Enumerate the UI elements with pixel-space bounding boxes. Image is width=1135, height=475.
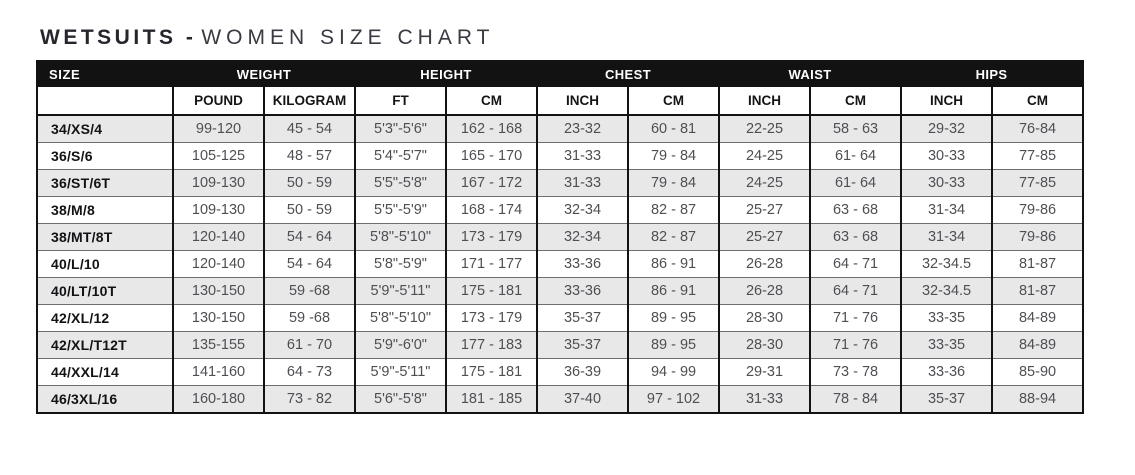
size-cell: 40/L/10 bbox=[37, 251, 173, 278]
table-cell: 25-27 bbox=[719, 197, 810, 224]
table-cell: 64 - 71 bbox=[810, 278, 901, 305]
table-cell: 5'8"-5'10" bbox=[355, 305, 446, 332]
table-cell: 78 - 84 bbox=[810, 386, 901, 414]
table-cell: 32-34.5 bbox=[901, 251, 992, 278]
table-cell: 97 - 102 bbox=[628, 386, 719, 414]
table-cell: 32-34 bbox=[537, 224, 628, 251]
table-cell: 181 - 185 bbox=[446, 386, 537, 414]
table-cell: 79 - 84 bbox=[628, 170, 719, 197]
table-cell: 25-27 bbox=[719, 224, 810, 251]
table-cell: 54 - 64 bbox=[264, 224, 355, 251]
size-cell: 42/XL/T12T bbox=[37, 332, 173, 359]
table-cell: 31-33 bbox=[537, 143, 628, 170]
table-row-38-mt-8t bbox=[37, 224, 1083, 251]
table-cell: 5'9"-6'0" bbox=[355, 332, 446, 359]
table-cell: 33-36 bbox=[537, 278, 628, 305]
table-cell: 5'9"-5'11" bbox=[355, 359, 446, 386]
table-cell: 5'3"-5'6" bbox=[355, 115, 446, 143]
table-cell: 33-36 bbox=[901, 359, 992, 386]
table-cell: 63 - 68 bbox=[810, 224, 901, 251]
size-cell: 34/XS/4 bbox=[37, 115, 173, 143]
table-cell: 29-31 bbox=[719, 359, 810, 386]
table-cell: 61- 64 bbox=[810, 143, 901, 170]
table-cell: 58 - 63 bbox=[810, 115, 901, 143]
table-cell: 177 - 183 bbox=[446, 332, 537, 359]
table-cell: 71 - 76 bbox=[810, 332, 901, 359]
table-cell: 59 -68 bbox=[264, 278, 355, 305]
table-cell: 54 - 64 bbox=[264, 251, 355, 278]
table-cell: 5'4"-5'7" bbox=[355, 143, 446, 170]
table-row-42-xl-t12t bbox=[37, 332, 1083, 359]
table-cell: 33-35 bbox=[901, 332, 992, 359]
column-subheader-kilogram-2: KILOGRAM bbox=[264, 87, 355, 115]
table-cell: 76-84 bbox=[992, 115, 1083, 143]
table-cell: 5'9"-5'11" bbox=[355, 278, 446, 305]
column-subheader-cm-4: CM bbox=[446, 87, 537, 115]
table-cell: 89 - 95 bbox=[628, 305, 719, 332]
table-row-42-xl-12 bbox=[37, 305, 1083, 332]
table-cell: 30-33 bbox=[901, 170, 992, 197]
table-row-46-3xl-16 bbox=[37, 386, 1083, 414]
column-group-chest: CHEST bbox=[537, 61, 719, 87]
table-cell: 85-90 bbox=[992, 359, 1083, 386]
table-cell: 173 - 179 bbox=[446, 305, 537, 332]
column-subheader-cm-6: CM bbox=[628, 87, 719, 115]
table-row-44-xxl-14 bbox=[37, 359, 1083, 386]
table-cell: 165 - 170 bbox=[446, 143, 537, 170]
table-cell: 71 - 76 bbox=[810, 305, 901, 332]
table-cell: 37-40 bbox=[537, 386, 628, 414]
table-cell: 81-87 bbox=[992, 278, 1083, 305]
page-title-bold: WETSUITS - bbox=[40, 26, 197, 49]
table-row-38-m-8 bbox=[37, 197, 1083, 224]
table-cell: 162 - 168 bbox=[446, 115, 537, 143]
column-group-waist: WAIST bbox=[719, 61, 901, 87]
size-cell: 36/ST/6T bbox=[37, 170, 173, 197]
size-cell: 44/XXL/14 bbox=[37, 359, 173, 386]
table-cell: 5'8"-5'10" bbox=[355, 224, 446, 251]
column-subheader-inch-9: INCH bbox=[901, 87, 992, 115]
size-cell: 36/S/6 bbox=[37, 143, 173, 170]
column-subheader-blank bbox=[37, 87, 173, 115]
column-subheader-inch-7: INCH bbox=[719, 87, 810, 115]
table-cell: 82 - 87 bbox=[628, 197, 719, 224]
table-cell: 5'8"-5'9" bbox=[355, 251, 446, 278]
table-cell: 88-94 bbox=[992, 386, 1083, 414]
table-cell: 84-89 bbox=[992, 332, 1083, 359]
table-cell: 160-180 bbox=[173, 386, 264, 414]
table-row-36-st-6t bbox=[37, 170, 1083, 197]
table-cell: 30-33 bbox=[901, 143, 992, 170]
table-row-36-s-6 bbox=[37, 143, 1083, 170]
table-cell: 73 - 78 bbox=[810, 359, 901, 386]
table-cell: 82 - 87 bbox=[628, 224, 719, 251]
table-cell: 77-85 bbox=[992, 143, 1083, 170]
column-group-size: SIZE bbox=[37, 61, 173, 87]
table-cell: 79-86 bbox=[992, 197, 1083, 224]
table-cell: 26-28 bbox=[719, 251, 810, 278]
column-group-header-row bbox=[37, 61, 1083, 87]
table-cell: 120-140 bbox=[173, 251, 264, 278]
column-subheader-inch-5: INCH bbox=[537, 87, 628, 115]
size-cell: 46/3XL/16 bbox=[37, 386, 173, 414]
table-cell: 173 - 179 bbox=[446, 224, 537, 251]
table-cell: 79-86 bbox=[992, 224, 1083, 251]
column-group-height: HEIGHT bbox=[355, 61, 537, 87]
table-cell: 175 - 181 bbox=[446, 278, 537, 305]
table-cell: 24-25 bbox=[719, 143, 810, 170]
table-cell: 5'5"-5'9" bbox=[355, 197, 446, 224]
table-cell: 32-34.5 bbox=[901, 278, 992, 305]
table-cell: 105-125 bbox=[173, 143, 264, 170]
table-cell: 171 - 177 bbox=[446, 251, 537, 278]
column-subheader-row bbox=[37, 87, 1083, 115]
table-cell: 35-37 bbox=[537, 305, 628, 332]
table-cell: 64 - 73 bbox=[264, 359, 355, 386]
table-cell: 5'6"-5'8" bbox=[355, 386, 446, 414]
column-group-hips: HIPS bbox=[901, 61, 1083, 87]
table-cell: 28-30 bbox=[719, 305, 810, 332]
table-cell: 48 - 57 bbox=[264, 143, 355, 170]
table-cell: 64 - 71 bbox=[810, 251, 901, 278]
table-row-34-xs-4 bbox=[37, 115, 1083, 143]
table-cell: 130-150 bbox=[173, 278, 264, 305]
table-cell: 79 - 84 bbox=[628, 143, 719, 170]
table-cell: 86 - 91 bbox=[628, 278, 719, 305]
table-cell: 28-30 bbox=[719, 332, 810, 359]
table-cell: 50 - 59 bbox=[264, 170, 355, 197]
table-cell: 23-32 bbox=[537, 115, 628, 143]
table-cell: 141-160 bbox=[173, 359, 264, 386]
table-cell: 109-130 bbox=[173, 170, 264, 197]
table-cell: 109-130 bbox=[173, 197, 264, 224]
table-cell: 24-25 bbox=[719, 170, 810, 197]
table-cell: 84-89 bbox=[992, 305, 1083, 332]
table-cell: 29-32 bbox=[901, 115, 992, 143]
table-cell: 81-87 bbox=[992, 251, 1083, 278]
table-cell: 33-35 bbox=[901, 305, 992, 332]
page-title bbox=[40, 27, 494, 49]
size-cell: 38/MT/8T bbox=[37, 224, 173, 251]
table-cell: 61- 64 bbox=[810, 170, 901, 197]
column-group-weight: WEIGHT bbox=[173, 61, 355, 87]
table-cell: 73 - 82 bbox=[264, 386, 355, 414]
column-subheader-pound-1: POUND bbox=[173, 87, 264, 115]
table-cell: 32-34 bbox=[537, 197, 628, 224]
size-cell: 38/M/8 bbox=[37, 197, 173, 224]
size-cell: 40/LT/10T bbox=[37, 278, 173, 305]
table-cell: 31-33 bbox=[537, 170, 628, 197]
table-row-40-lt-10t bbox=[37, 278, 1083, 305]
table-cell: 31-33 bbox=[719, 386, 810, 414]
table-cell: 135-155 bbox=[173, 332, 264, 359]
column-subheader-cm-8: CM bbox=[810, 87, 901, 115]
table-cell: 31-34 bbox=[901, 224, 992, 251]
column-subheader-cm-10: CM bbox=[992, 87, 1083, 115]
table-cell: 35-37 bbox=[537, 332, 628, 359]
table-cell: 36-39 bbox=[537, 359, 628, 386]
size-cell: 42/XL/12 bbox=[37, 305, 173, 332]
table-cell: 60 - 81 bbox=[628, 115, 719, 143]
table-cell: 130-150 bbox=[173, 305, 264, 332]
table-cell: 86 - 91 bbox=[628, 251, 719, 278]
table-cell: 99-120 bbox=[173, 115, 264, 143]
table-cell: 33-36 bbox=[537, 251, 628, 278]
table-cell: 50 - 59 bbox=[264, 197, 355, 224]
table-cell: 175 - 181 bbox=[446, 359, 537, 386]
table-cell: 63 - 68 bbox=[810, 197, 901, 224]
table-cell: 89 - 95 bbox=[628, 332, 719, 359]
table-cell: 94 - 99 bbox=[628, 359, 719, 386]
table-cell: 168 - 174 bbox=[446, 197, 537, 224]
table-cell: 22-25 bbox=[719, 115, 810, 143]
table-cell: 5'5"-5'8" bbox=[355, 170, 446, 197]
table-cell: 61 - 70 bbox=[264, 332, 355, 359]
table-cell: 59 -68 bbox=[264, 305, 355, 332]
table-cell: 45 - 54 bbox=[264, 115, 355, 143]
table-cell: 77-85 bbox=[992, 170, 1083, 197]
table-cell: 167 - 172 bbox=[446, 170, 537, 197]
column-subheader-ft-3: FT bbox=[355, 87, 446, 115]
table-cell: 31-34 bbox=[901, 197, 992, 224]
table-cell: 26-28 bbox=[719, 278, 810, 305]
size-chart-table bbox=[36, 60, 1084, 414]
table-cell: 120-140 bbox=[173, 224, 264, 251]
page-title-light: WOMEN SIZE CHART bbox=[201, 26, 495, 49]
table-row-40-l-10 bbox=[37, 251, 1083, 278]
table-cell: 35-37 bbox=[901, 386, 992, 414]
